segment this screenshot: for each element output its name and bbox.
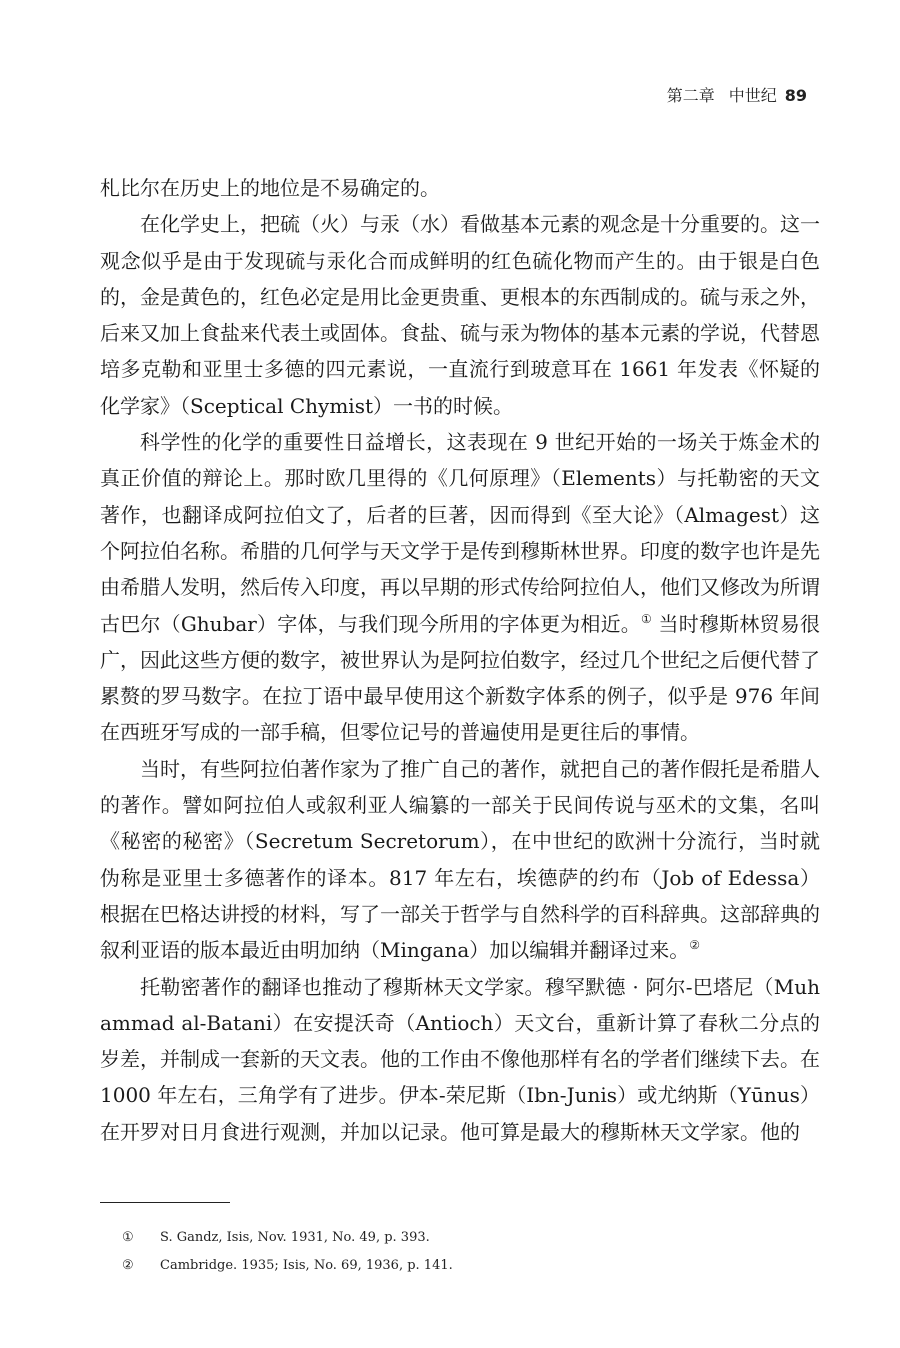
paragraph-text: 科学性的化学的重要性日益增长，这表现在 9 世纪开始的一场关于炼金术的真正价值的辩论上。那时欧几里得的《几何原理》（Elements）与托勒密的天文著作，也翻译成阿拉伯文了，后者的巨著，因而得到《至大论》（Almagest）这个阿拉伯名称。希腊的几何学与天文学于是传到穆斯林世界。印度的数字也许是先由希腊人发明，然后传入印度，再以早期的形式传给阿拉伯人，他们又修改为所谓古巴尔（Ghubar）字体，与我们现今所用的字体更为相近。 (100, 430, 820, 636)
paragraph-text: 在化学史上，把硫（火）与汞（水）看做基本元素的观念是十分重要的。这一观念似乎是由于发现硫与汞化合而成鲜明的红色硫化物而产生的。由于银是白色的，金是黄色的，红色必定是用比金更贵重、更根本的东西制成的。硫与汞之外，后来又加上食盐来代表土或固体。食盐、硫与汞为物体的基本元素的学说，代替恩培多克勒和亚里士多德的四元素说，一直流行到玻意耳在 1661 年发表《怀疑的化学家》（Sceptical Chymist）一书的时候。 (100, 212, 820, 418)
running-header (667, 83, 807, 106)
footnote-ref-1[interactable]: ① (641, 611, 652, 626)
footnote-mark: ② (122, 1258, 134, 1273)
paragraph (100, 206, 820, 424)
footnote-mark: ① (122, 1230, 134, 1245)
section-title: 中世纪 (728, 86, 777, 105)
footnote-1 (122, 1224, 453, 1252)
footnote-text: S. Gandz, Isis, Nov. 1931, No. 49, p. 393. (160, 1230, 430, 1245)
footnote-text: Cambridge. 1935; Isis, No. 69, 1936, p. 141. (160, 1258, 453, 1273)
body-text (100, 170, 820, 1150)
paragraph-continued (100, 170, 820, 206)
paragraph-text: 当时穆斯林贸易很广，因此这些方便的数字，被世界认为是阿拉伯数字，经过几个世纪之后便代替了累赘的罗马数字。在拉丁语中最早使用这个新数字体系的例子，似乎是 976 年间在西班牙写成的一部手稿，但零位记号的普遍使用是更往后的事情。 (100, 611, 821, 745)
chapter-label: 第二章 (666, 86, 715, 105)
footnote-divider (100, 1202, 230, 1203)
paragraph (100, 969, 820, 1150)
paragraph (100, 751, 820, 969)
paragraph-text: 当时，有些阿拉伯著作家为了推广自己的著作，就把自己的著作假托是希腊人的著作。譬如阿拉伯人或叙利亚人编纂的一部关于民间传说与巫术的文集，名叫《秘密的秘密》（Secretum Secretorum），在中世纪的欧洲十分流行，当时就伪称是亚里士多德著作的译本。817 年左右，埃德萨的约布（Job of Edessa）根据在巴格达讲授的材料，写了一部关于哲学与自然科学的百科辞典。这部辞典的叙利亚语的版本最近由明加纳（Mingana）加以编辑并翻译过来。 (100, 756, 820, 963)
footnote-2 (122, 1252, 453, 1280)
paragraph-text: 札比尔在历史上的地位是不易确定的。 (100, 176, 440, 200)
paragraph (100, 424, 820, 751)
page-number: 89 (784, 86, 807, 105)
footnote-ref-2[interactable]: ② (689, 938, 701, 953)
footnotes (122, 1224, 453, 1280)
paragraph-text: 托勒密著作的翻译也推动了穆斯林天文学家。穆罕默德 · 阿尔-巴塔尼（Muhammad al-Batani）在安提沃奇（Antioch）天文台，重新计算了春秋二分点的岁差，并制成一套新的天文表。他的工作由不像他那样有名的学者们继续下去。在 1000 年左右，三角学有了进步。伊本-荣尼斯（Ibn-Junis）或尤纳斯（Yūnus）在开罗对日月食进行观测，并加以记录。他可算是最大的穆斯林天文学家。他的 (100, 974, 820, 1144)
